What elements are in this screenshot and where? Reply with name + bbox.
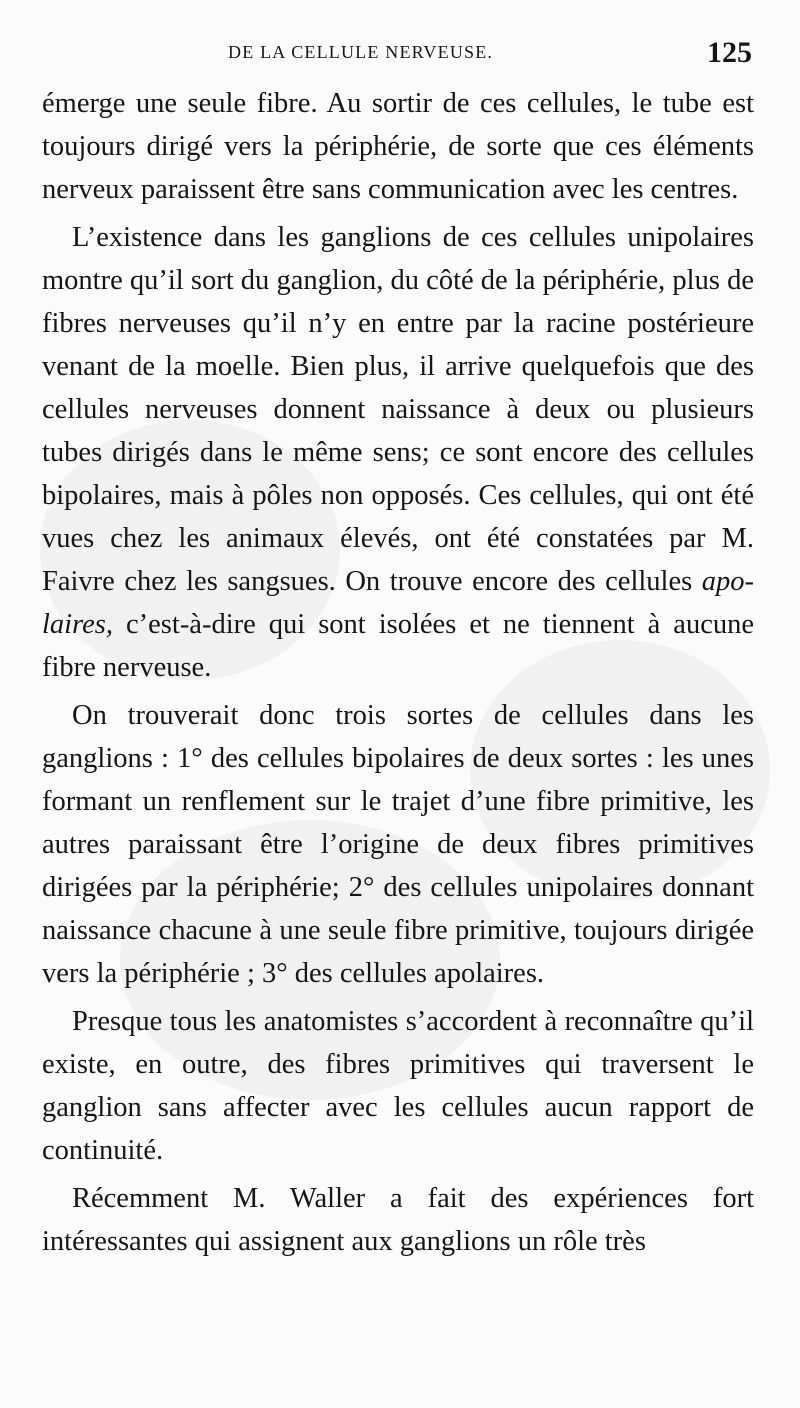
paragraph-text: On trouverait donc trois sortes de cellules dans les ganglions : 1° des cellules bipolaires de deux sortes : les unes formant un renflement sur le trajet d’une fibre primitive, les autres paraissant être l’origine de deux fibres primitives dirigées par la périphérie; 2° des cellules unipolaires donnant naissance chacune à une seule fibre primitive, toujours dirigée vers la périphérie ; 3° des cellules apolaires. bbox=[42, 700, 754, 989]
paragraph-text: émerge une seule fibre. Au sortir de ces cellules, le tube est toujours dirigé vers la périphérie, de sorte que ces éléments nerveux paraissent être sans communication avec les centres. bbox=[42, 88, 754, 205]
body-text bbox=[42, 82, 754, 1268]
paragraph bbox=[42, 216, 754, 689]
paragraph bbox=[42, 694, 754, 995]
paragraph-text: Récemment M. Waller a fait des expériences fort intéressantes qui assignent aux ganglions un rôle très bbox=[42, 1183, 754, 1257]
paragraph bbox=[42, 82, 754, 211]
running-title: DE LA CELLULE NERVEUSE. bbox=[228, 42, 494, 62]
paragraph bbox=[42, 1000, 754, 1172]
paragraph-text: Presque tous les anatomistes s’accordent à reconnaître qu’il existe, en outre, des fibres primitives qui traversent le ganglion sans affecter avec les cellules aucun rapport de continuité. bbox=[42, 1006, 754, 1166]
paragraph bbox=[42, 1177, 754, 1263]
page-header bbox=[0, 34, 800, 74]
page-number: 125 bbox=[707, 36, 752, 69]
paragraph-text: c’est-à-dire qui sont isolées et ne tiennent à aucune fibre nerveuse. bbox=[42, 609, 754, 683]
paragraph-text: L’existence dans les ganglions de ces cellules unipolaires montre qu’il sort du ganglion, du côté de la périphérie, plus de fibres nerveuses qu’il n’y en entre par la racine postérieure venant de la moelle. Bien plus, il arrive quelquefois que des cellules nerveuses donnent naissance à deux ou plusieurs tubes dirigés dans le même sens; ce sont encore des cellules bipolaires, mais à pôles non opposés. Ces cellules, qui ont été vues chez les animaux élevés, ont été constatées par M. Faivre chez les sangsues. On trouve encore des cellules bbox=[42, 222, 754, 597]
italic-term: apolaires, bbox=[42, 566, 754, 640]
